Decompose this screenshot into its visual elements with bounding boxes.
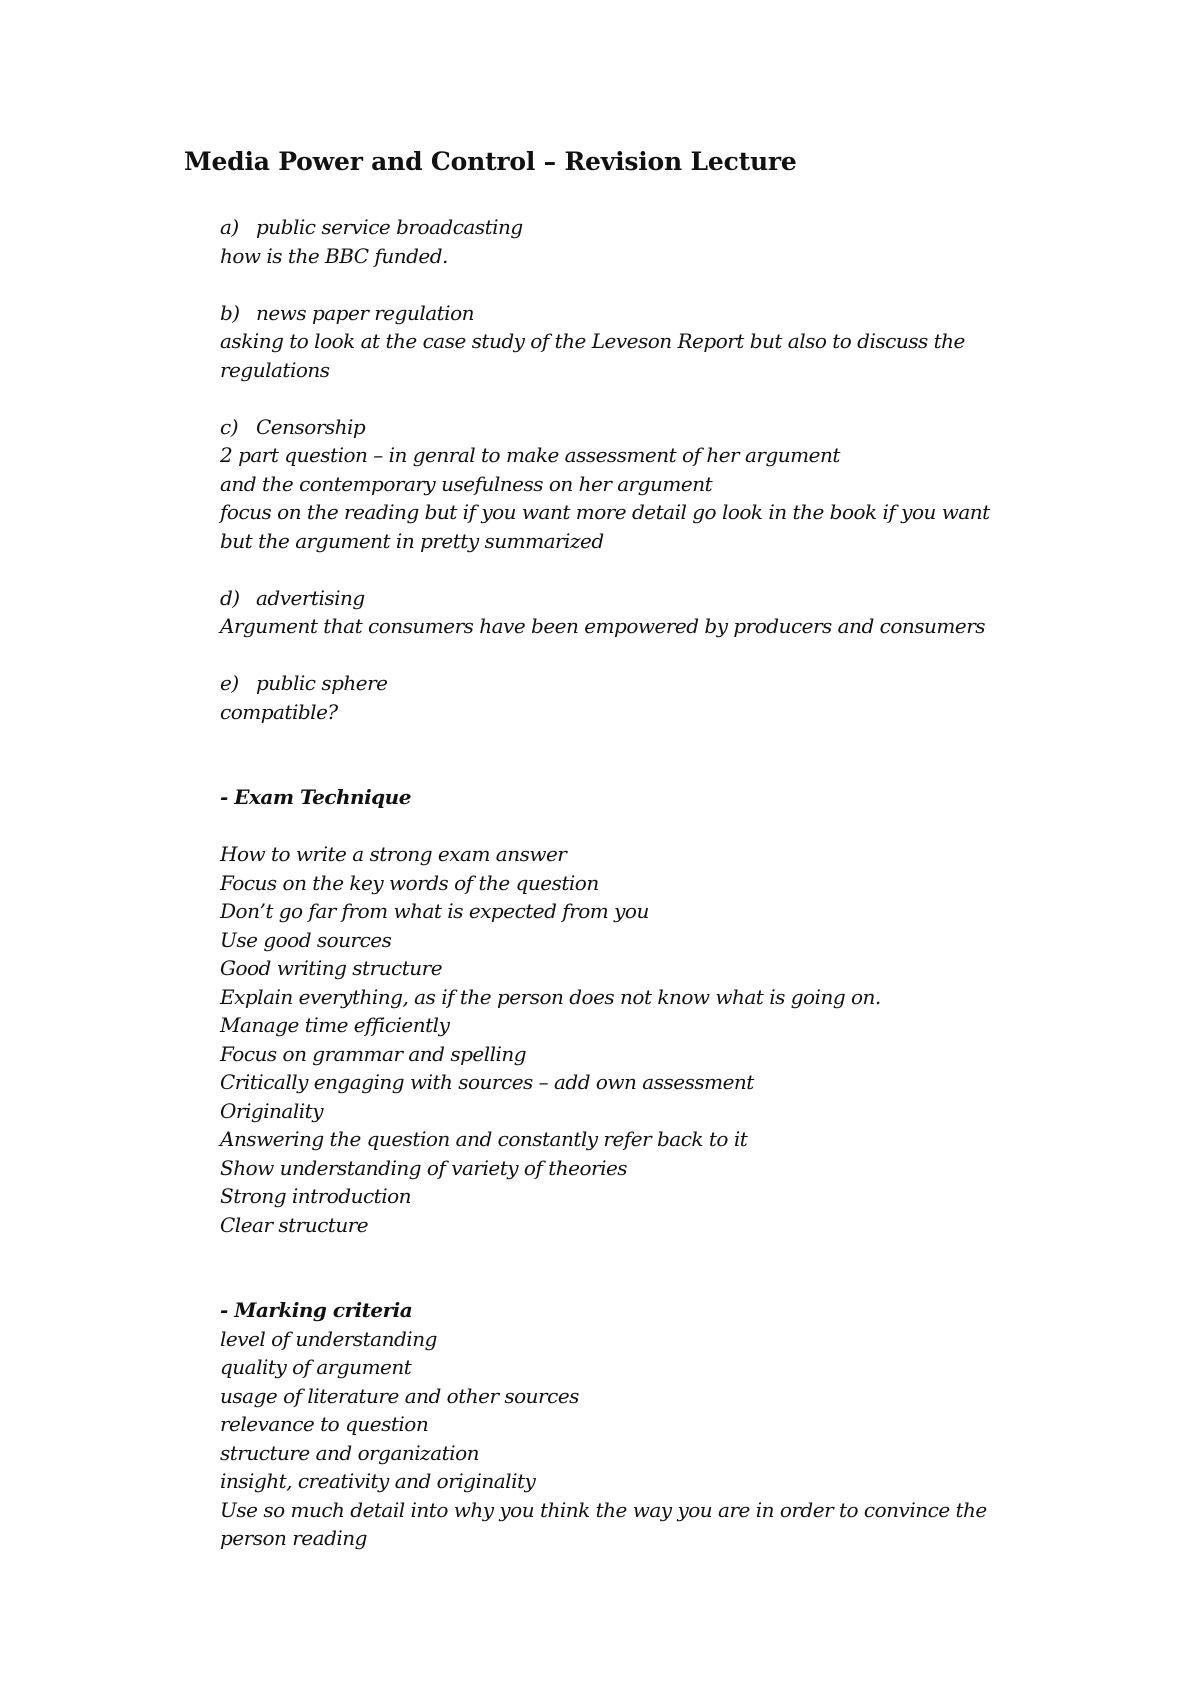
note-line: focus on the reading but if you want more detail go look in the book if you want bbox=[220, 500, 990, 524]
note-line: compatible? bbox=[220, 699, 338, 724]
spacer bbox=[220, 1268, 1180, 1297]
exam-technique-heading: - Exam Technique bbox=[220, 785, 411, 809]
exam-technique-item: Focus on grammar and spelling bbox=[220, 1041, 527, 1066]
list-item-c bbox=[220, 413, 1180, 442]
note-line: how is the BBC funded. bbox=[220, 243, 448, 268]
note-line: asking to look at the case study of the Leveson Report but also to discuss the bbox=[220, 329, 965, 353]
exam-technique-item: Focus on the key words of the question bbox=[220, 870, 599, 895]
marking-criteria-item: level of understanding bbox=[220, 1326, 437, 1351]
spacer bbox=[220, 641, 1180, 670]
exam-technique-item: How to write a strong exam answer bbox=[220, 842, 567, 866]
list-marker: e) bbox=[220, 671, 239, 695]
list-marker: c) bbox=[220, 414, 239, 439]
spacer bbox=[220, 270, 1180, 299]
spacer bbox=[220, 755, 1180, 784]
marking-criteria-heading: - Marking criteria bbox=[220, 1298, 413, 1322]
exam-technique-item: Originality bbox=[220, 1098, 323, 1123]
list-item-b bbox=[220, 299, 1180, 328]
list-marker: b) bbox=[220, 300, 240, 325]
marking-criteria-item: usage of literature and other sources bbox=[220, 1383, 579, 1408]
spacer bbox=[220, 555, 1180, 584]
exam-technique-item: Manage time efficiently bbox=[220, 1013, 450, 1037]
exam-technique-item: Don’t go far from what is expected from you bbox=[220, 899, 649, 923]
list-marker: a) bbox=[220, 215, 239, 239]
list-item-topic: public service broadcasting bbox=[256, 215, 523, 239]
marking-criteria-item: structure and organization bbox=[220, 1440, 480, 1465]
list-item-topic: advertising bbox=[256, 585, 365, 610]
exam-technique-item: Good writing structure bbox=[220, 956, 443, 980]
exam-technique-item: Explain everything, as if the person does not know what is going on. bbox=[220, 984, 881, 1009]
exam-technique-item: Strong introduction bbox=[220, 1184, 412, 1208]
spacer bbox=[220, 384, 1180, 413]
exam-technique-item: Critically engaging with sources – add own assessment bbox=[220, 1070, 754, 1094]
list-item-topic: Censorship bbox=[256, 414, 366, 439]
spacer bbox=[220, 726, 1180, 755]
list-item-topic: news paper regulation bbox=[256, 300, 474, 325]
exam-technique-item: Use good sources bbox=[220, 927, 392, 952]
note-line: Argument that consumers have been empowered by producers and consumers bbox=[220, 614, 986, 638]
exam-technique-item: Clear structure bbox=[220, 1212, 369, 1237]
exam-technique-item: Answering the question and constantly refer back to it bbox=[220, 1127, 748, 1151]
note-line: regulations bbox=[220, 357, 330, 382]
marking-criteria-item: insight, creativity and originality bbox=[220, 1469, 536, 1493]
spacer bbox=[220, 1239, 1180, 1268]
marking-criteria-item: quality of argument bbox=[220, 1355, 412, 1379]
exam-technique-item: Show understanding of variety of theories bbox=[220, 1155, 628, 1180]
marking-criteria-item: person reading bbox=[220, 1526, 367, 1550]
list-item-a bbox=[220, 213, 1180, 242]
list-item-topic: public sphere bbox=[256, 671, 388, 695]
marking-criteria-item: relevance to question bbox=[220, 1412, 429, 1436]
list-marker: d) bbox=[220, 585, 240, 610]
note-line: but the argument in pretty summarized bbox=[220, 528, 604, 553]
list-item-d bbox=[220, 584, 1180, 613]
spacer bbox=[220, 812, 1180, 841]
marking-criteria-item: Use so much detail into why you think the way you are in order to convince the bbox=[220, 1497, 987, 1522]
page-title: Media Power and Control – Revision Lecture bbox=[184, 147, 797, 176]
document-body bbox=[220, 213, 1180, 1553]
list-item-e bbox=[220, 669, 1180, 698]
note-line: and the contemporary usefulness on her argument bbox=[220, 471, 713, 496]
note-line: 2 part question – in genral to make assessment of her argument bbox=[220, 443, 840, 467]
